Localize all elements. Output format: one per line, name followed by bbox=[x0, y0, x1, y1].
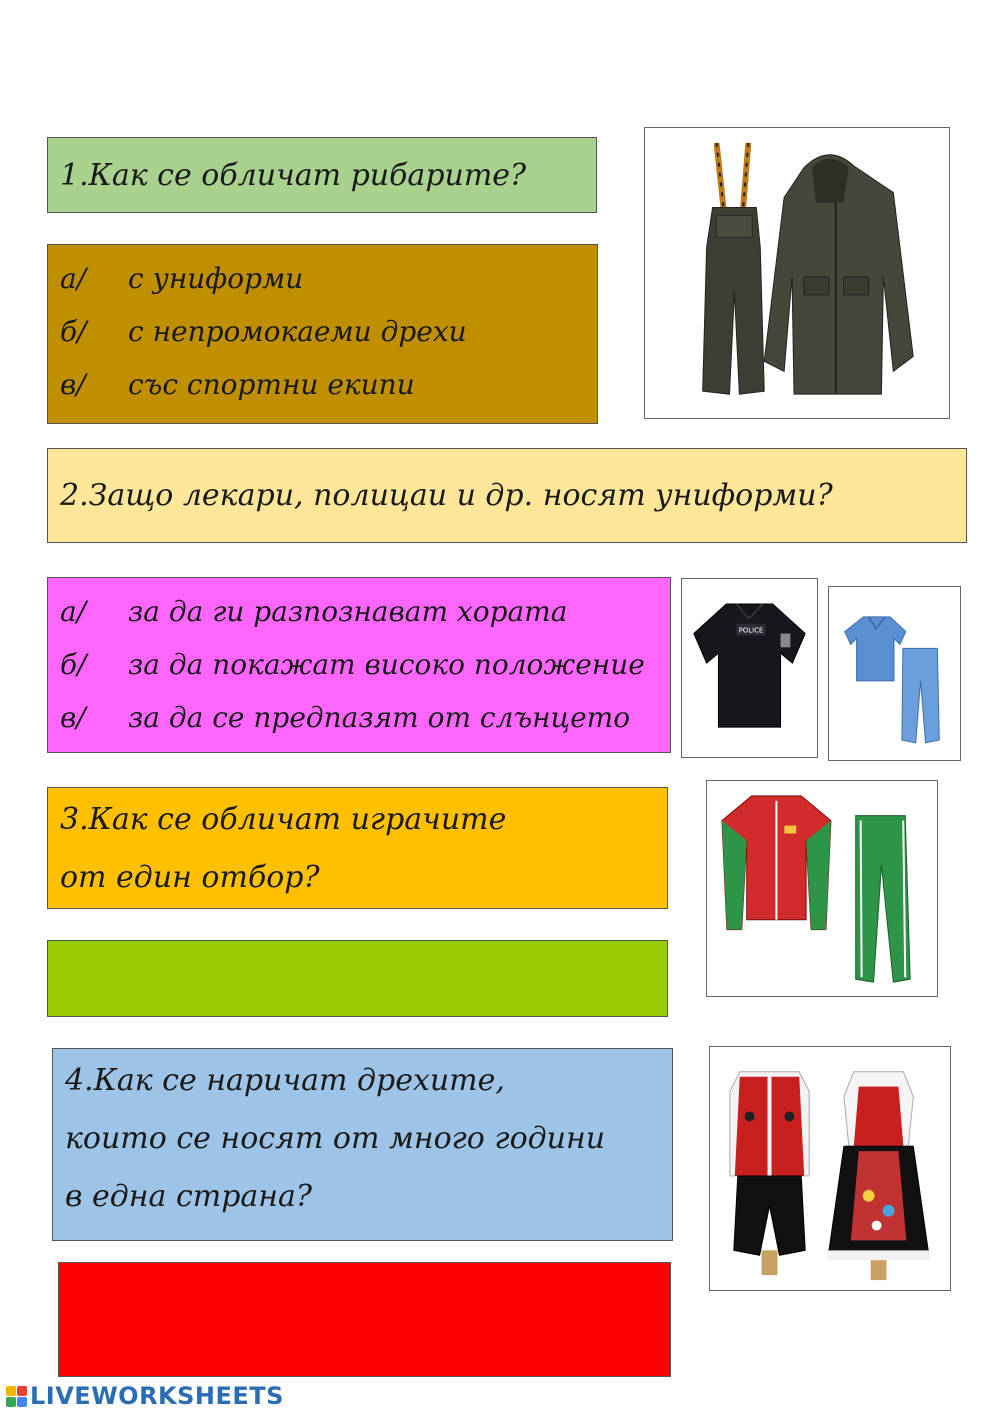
option-1c[interactable] bbox=[60, 358, 597, 411]
question-4-line-2: които се носят от много години bbox=[65, 1121, 606, 1156]
option-2a[interactable] bbox=[60, 585, 670, 638]
liveworksheets-logo bbox=[6, 1382, 284, 1410]
option-text: със спортни екипи bbox=[128, 368, 415, 401]
option-letter: б/ bbox=[60, 315, 87, 348]
fishing-suit-image bbox=[644, 127, 950, 419]
question-4-box bbox=[52, 1048, 673, 1241]
option-letter: в/ bbox=[60, 701, 86, 734]
question-3-box bbox=[47, 787, 668, 909]
option-1b[interactable] bbox=[60, 305, 597, 358]
logo-squares-icon bbox=[6, 1386, 27, 1407]
question-2-box bbox=[47, 448, 967, 543]
option-letter: б/ bbox=[60, 648, 87, 681]
question-3-answer-field[interactable] bbox=[47, 940, 668, 1017]
option-letter: а/ bbox=[60, 595, 87, 628]
question-1-options bbox=[47, 244, 598, 424]
question-1-box bbox=[47, 137, 597, 213]
question-3-line-1: 3.Как се обличат играчите bbox=[60, 802, 507, 837]
option-text: с униформи bbox=[128, 262, 304, 295]
police-shirt-icon bbox=[682, 579, 817, 757]
brand-name: LIVEWORKSHEETS bbox=[30, 1382, 284, 1410]
option-letter: в/ bbox=[60, 368, 86, 401]
question-2-options bbox=[47, 577, 671, 753]
folk-costume-icon bbox=[710, 1047, 950, 1290]
option-text: за да покажат високо положение bbox=[128, 648, 645, 681]
tracksuit-image bbox=[706, 780, 938, 997]
option-1a[interactable] bbox=[60, 252, 597, 305]
question-3-line-2: от един отбор? bbox=[60, 860, 320, 895]
option-text: за да ги разпознават хората bbox=[128, 595, 568, 628]
option-2c[interactable] bbox=[60, 691, 670, 744]
question-4-line-3: в една страна? bbox=[65, 1179, 313, 1214]
scrubs-icon bbox=[829, 587, 960, 760]
question-4-line-1: 4.Как се наричат дрехите, bbox=[65, 1063, 505, 1098]
folk-costume-image bbox=[709, 1046, 951, 1291]
medical-scrubs-image bbox=[828, 586, 961, 761]
tracksuit-icon bbox=[707, 781, 937, 996]
police-label: POLICE bbox=[738, 626, 764, 635]
fishing-suit-icon bbox=[645, 128, 949, 418]
question-4-answer-field[interactable] bbox=[58, 1262, 671, 1377]
option-letter: а/ bbox=[60, 262, 87, 295]
option-text: за да се предпазят от слънцето bbox=[128, 701, 631, 734]
option-2b[interactable] bbox=[60, 638, 670, 691]
option-text: с непромокаеми дрехи bbox=[128, 315, 467, 348]
police-uniform-image bbox=[681, 578, 818, 758]
question-1-text: 1.Как се обличат рибарите? bbox=[60, 157, 527, 193]
question-2-text: 2.Защо лекари, полицаи и др. носят униформи? bbox=[60, 478, 833, 513]
